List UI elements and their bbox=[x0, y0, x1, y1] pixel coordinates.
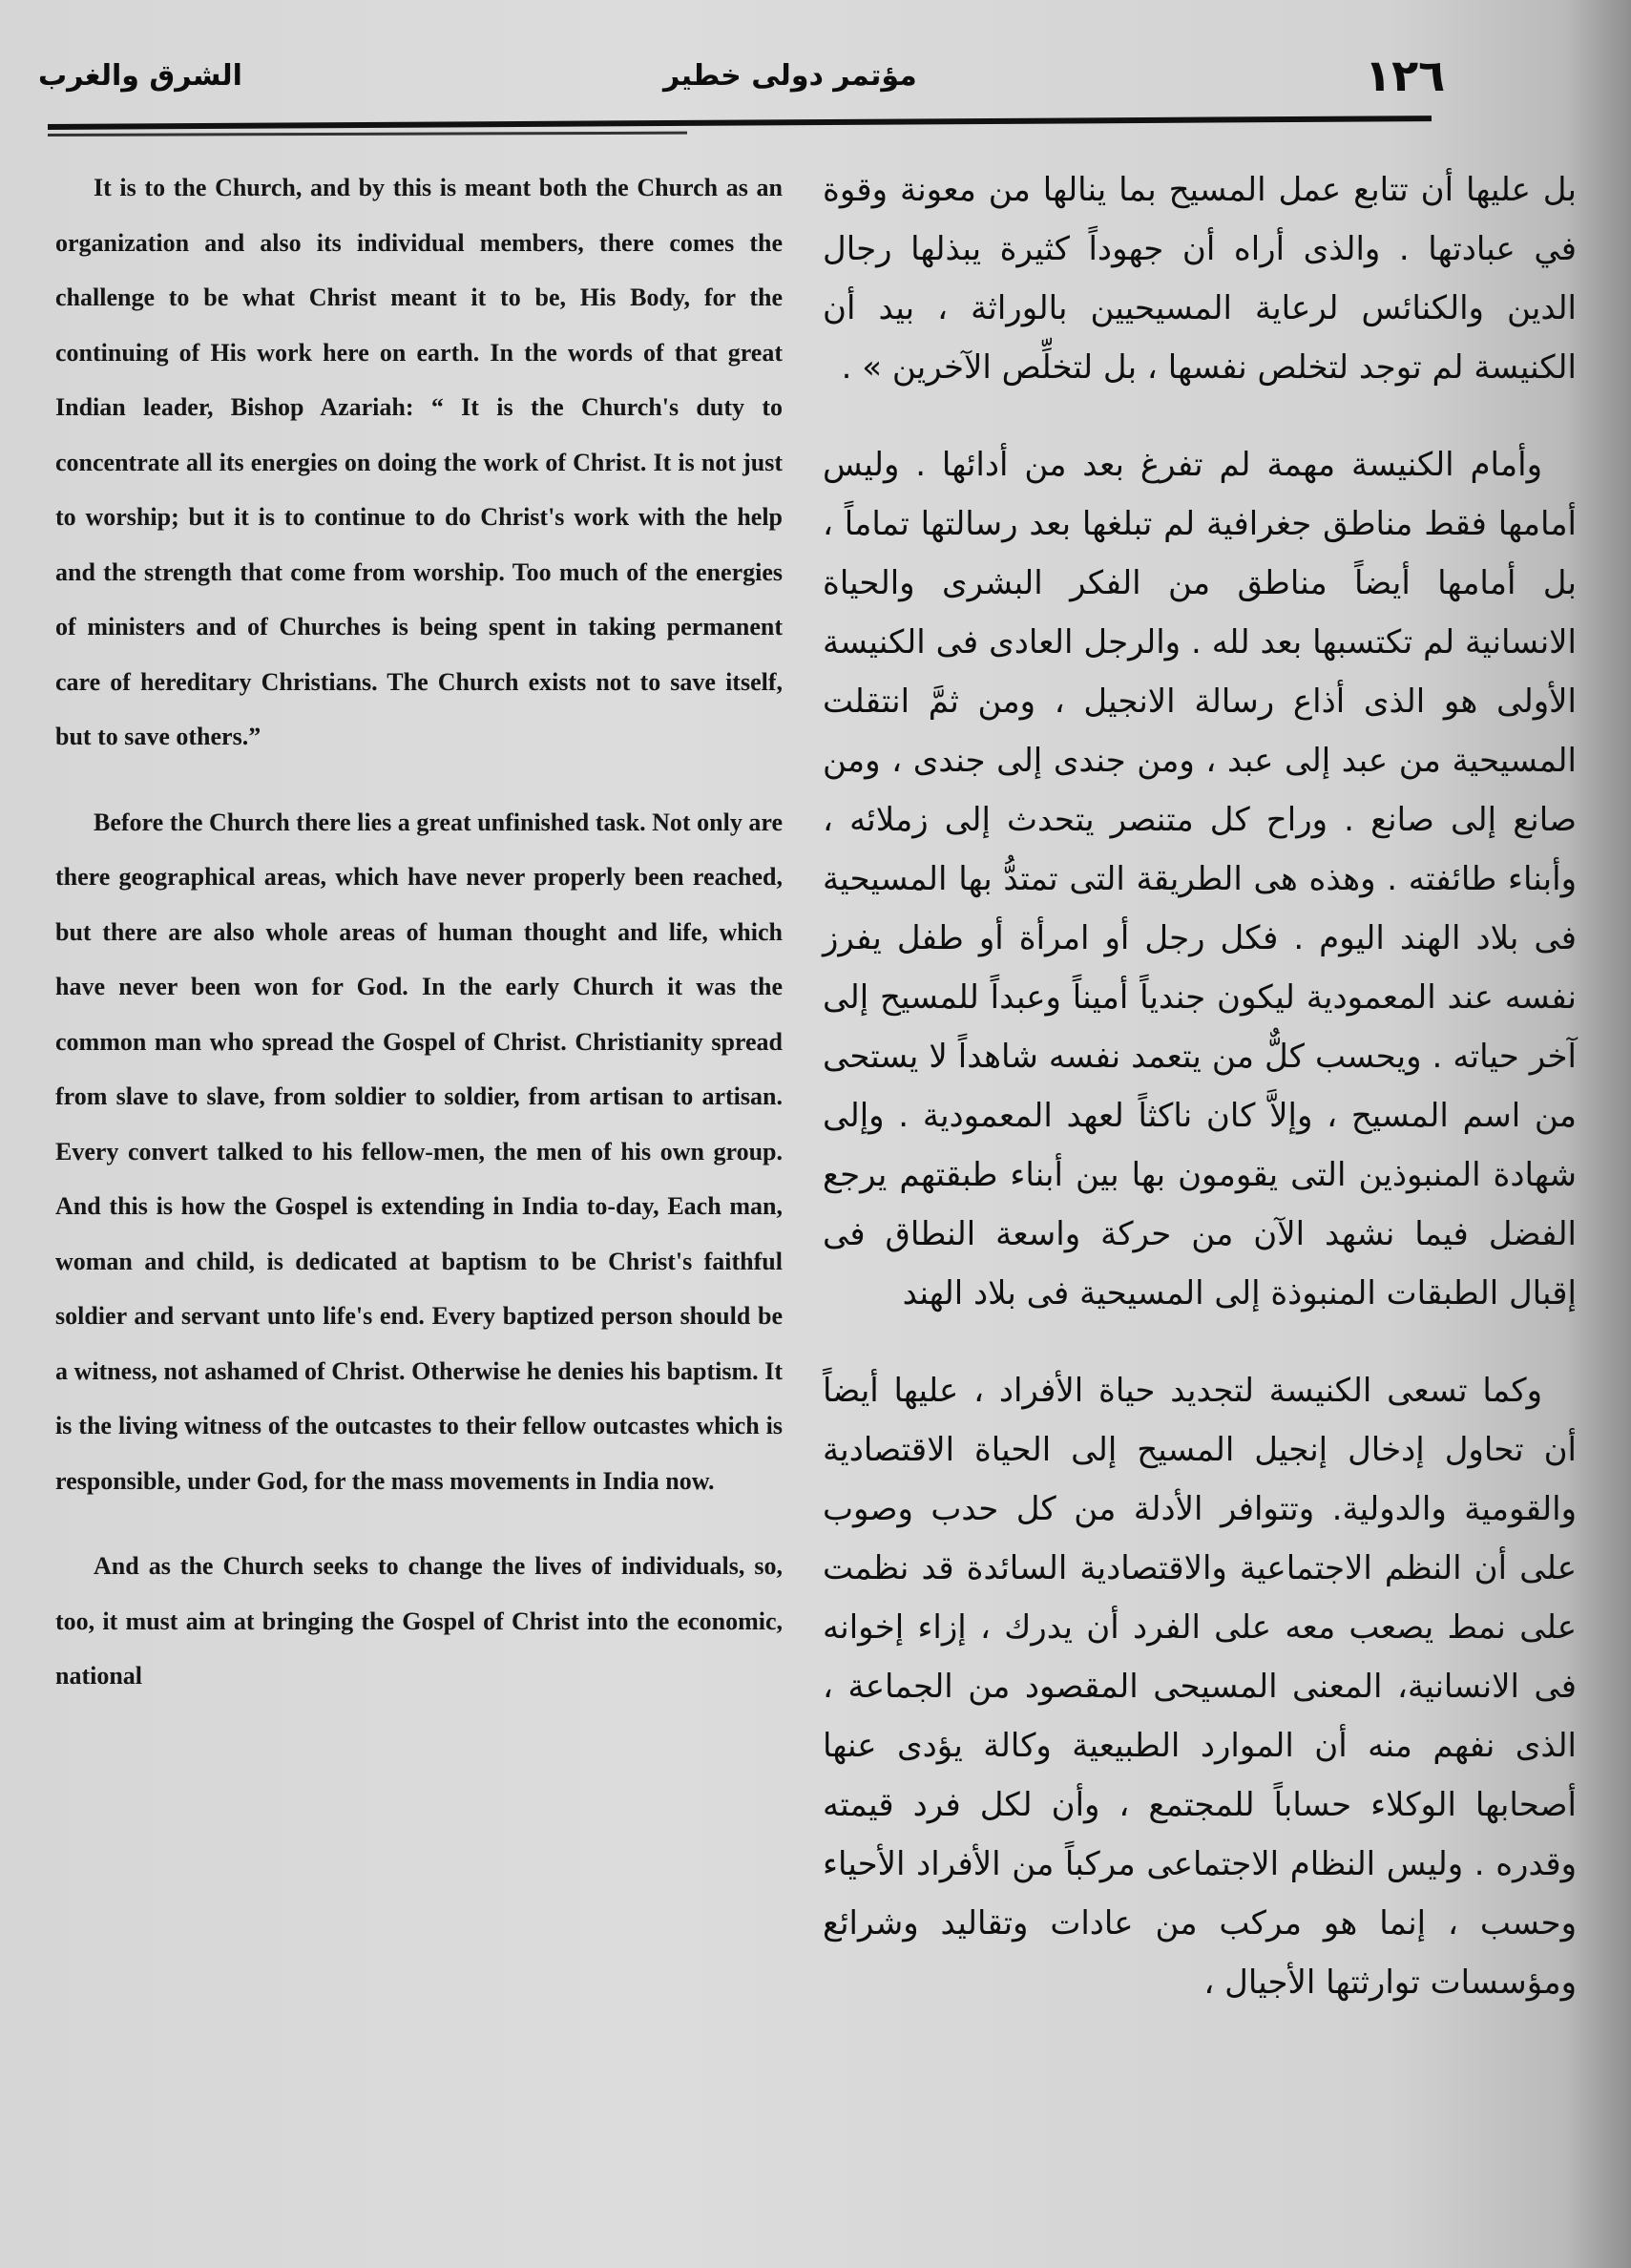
arabic-paragraph: بل عليها أن تتابع عمل المسيح بما ينالها من معونة وقوة في عبادتها . والذى أراه أن جهوداً كثيرة يبذلها رجال الدين والكنائس لرعاية المسيحيين بالوراثة ، بيد أن الكنيسة لم توجد لتخلص نفسها ، بل لتخلِّص الآخرين » . bbox=[823, 171, 1577, 387]
article-title: مؤتمر دولى خطير bbox=[663, 59, 917, 93]
english-paragraph: Before the Church there lies a great unfinished task. Not only are there geographical areas, which have never properly been reached, but there are also whole areas of human thought and life, which have never been won for God. In the early Church it was the common man who spread the Gospel of Christ. Christianity spread from slave to slave, from soldier to soldier, from artisan to artisan. Every convert talked to his fellow-men, the men of his own group. And this is how the Gospel is extending in India to-day, Each man, woman and child, is dedicated at baptism to be Christ's faithful soldier and servant unto life's end. Every baptized person should be a witness, not ashamed of Christ. Otherwise he denies his baptism. It is the living witness of the outcastes to their fellow outcastes which is responsible, under God, for the mass movements in India now. bbox=[55, 808, 783, 1495]
english-paragraph: And as the Church seeks to change the lives of individuals, so, too, it must aim at bringing the Gospel of Christ into the economic, national bbox=[55, 1552, 783, 1690]
header-rule bbox=[48, 116, 1432, 130]
journal-title: الشرق والغرب bbox=[38, 59, 242, 93]
arabic-column bbox=[823, 160, 1577, 2050]
arabic-paragraph: وأمام الكنيسة مهمة لم تفرغ بعد من أدائها . وليس أمامها فقط مناطق جغرافية لم تبلغها بعد رسالتها تماماً ، بل أمامها أيضاً مناطق من الفكر البشرى والحياة الانسانية لم تكتسبها بعد لله . والرجل العادى فى الكنيسة الأولى هو الذى أذاع رسالة الانجيل ، ومن ثمَّ انتقلت المسيحية من عبد إلى عبد ، ومن جندى إلى جندى ، ومن صانع إلى صانع . وراح كل متنصر يتحدث إلى زملائه ، وأبناء طائفته . وهذه هى الطريقة التى تمتدُّ بها المسيحية فى بلاد الهند اليوم . فكل رجل أو امرأة أو طفل يفرز نفسه عند المعمودية ليكون جندياً أميناً وعبداً للمسيح إلى آخر حياته . ويحسب كلٌّ من يتعمد نفسه شاهداً لا يستحى من اسم المسيح ، وإلاَّ كان ناكثاً لعهد المعمودية . وإلى شهادة المنبوذين التى يقومون بها بين أبناء طبقتهم يرجع الفضل فيما نشهد الآن من حركة واسعة النطاق فى إقبال الطبقات المنبوذة إلى المسيحية فى بلاد الهند bbox=[823, 446, 1577, 1312]
page-header bbox=[0, 0, 1631, 143]
arabic-paragraph: وكما تسعى الكنيسة لتجديد حياة الأفراد ، عليها أيضاً أن تحاول إدخال إنجيل المسيح إلى الحياة الاقتصادية والقومية والدولية. وتتوافر الأدلة من كل حدب وصوب على أن النظم الاجتماعية والاقتصادية السائدة قد نظمت على نمط يصعب معه على الفرد أن يدرك ، إزاء إخوانه فى الانسانية، المعنى المسيحى المقصود من الجماعة ، الذى نفهم منه أن الموارد الطبيعية وكالة يؤدى عنها أصحابها الوكلاء حساباً للمجتمع ، وأن لكل فرد قيمته وقدره . وليس النظام الاجتماعى مركباً من الأفراد الأحياء وحسب ، إنما هو مركب من عادات وتقاليد وشرائع ومؤسسات توارثتها الأجيال ، bbox=[823, 1372, 1577, 2002]
english-paragraph: It is to the Church, and by this is meant both the Church as an organization and also its individual members, there comes the challenge to be what Christ meant it to be, His Body, for the continuing of His work here on earth. In the words of that great Indian leader, Bishop Azariah: “ It is the Church's duty to concentrate all its energies on doing the work of Christ. It is not just to worship; but it is to continue to do Christ's work with the help and the strength that come from worship. Too much of the energies of ministers and of Churches is being spent in taking permanent care of hereditary Christians. The Church exists not to save itself, but to save others.” bbox=[55, 174, 783, 750]
header-rule-secondary bbox=[48, 132, 687, 136]
page-number: ١٢٦ bbox=[1365, 50, 1446, 101]
english-column bbox=[55, 160, 783, 1734]
